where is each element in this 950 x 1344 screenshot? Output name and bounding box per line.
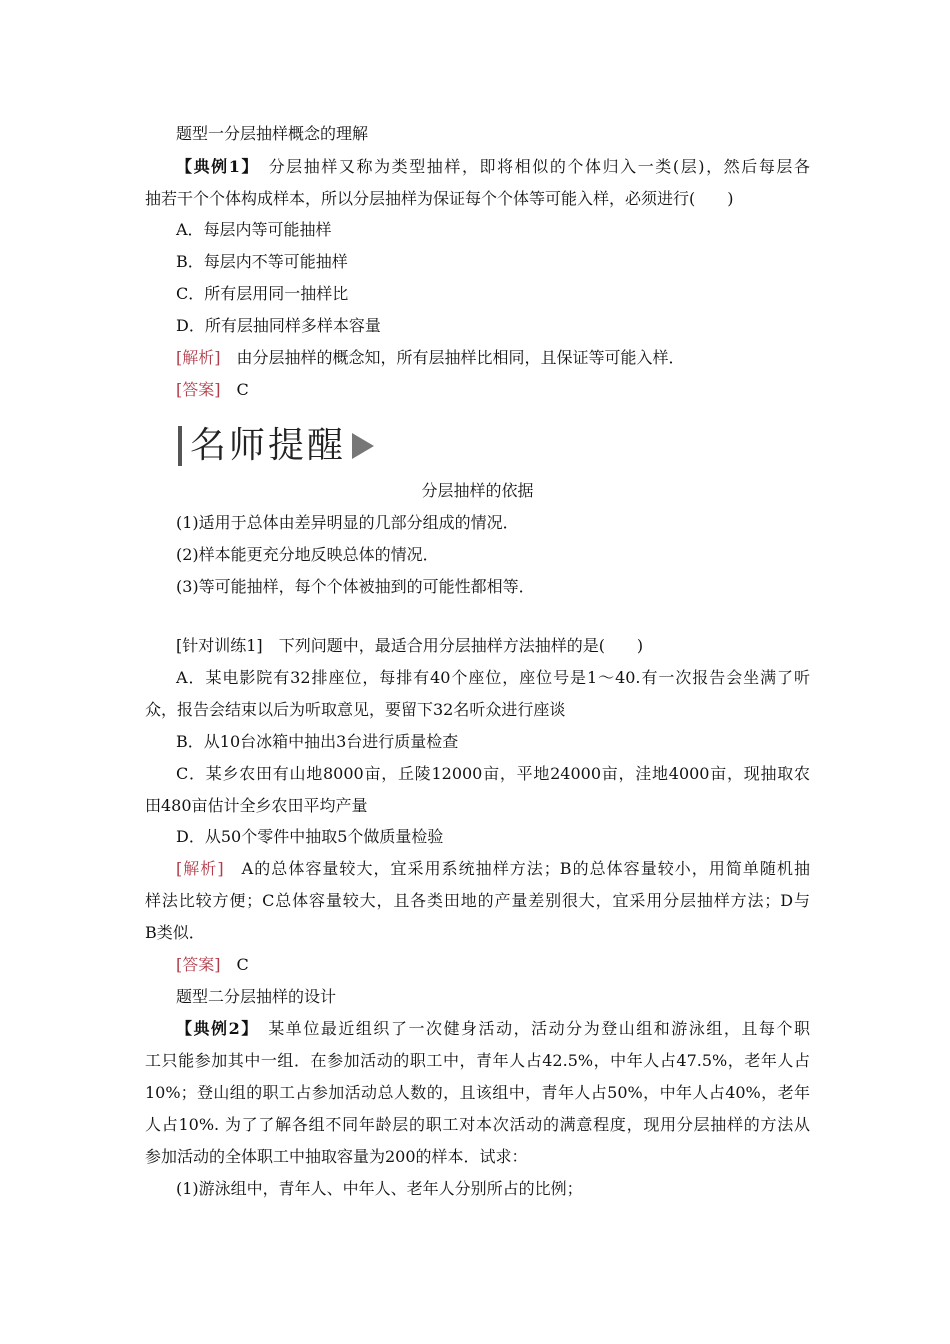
option-a: A．每层内等可能抽样: [176, 220, 332, 239]
example1-text1: 分层抽样又称为类型抽样，即将相似的个体归入一类(层)，然后每层各: [268, 157, 810, 176]
training-analysis-text1: A的总体容量较大，宜采用系统抽样方法；B的总体容量较小，用简单随机抽: [241, 859, 810, 878]
section2-heading: 题型二分层抽样的设计: [176, 987, 337, 1006]
training-option-c-line1: C．某乡农田有山地8000亩，丘陵12000亩，平地24000亩，洼地4000亩，现抽取农: [176, 764, 810, 783]
training-answer-label: [答案]: [176, 955, 221, 974]
option-d: D．所有层抽同样多样本容量: [176, 316, 381, 335]
answer1-text: C: [236, 380, 249, 399]
training-option-b: B．从10台冰箱中抽出3台进行质量检查: [176, 732, 459, 751]
option-c: C．所有层用同一抽样比: [176, 284, 349, 303]
example2-line2: 工只能参加其中一组．在参加活动的职工中，青年人占42.5%，中年人占47.5%，老年人占: [145, 1051, 810, 1070]
tips-item-1: (1)适用于总体由差异明显的几部分组成的情况．: [176, 513, 519, 532]
example2-text1: 某单位最近组织了一次健身活动，活动分为登山组和游泳组，且每个职: [268, 1019, 810, 1038]
answer1-label: [答案]: [176, 380, 221, 399]
tips-title: 分层抽样的依据: [421, 481, 534, 500]
training-analysis-line1: [176, 859, 810, 879]
example1-line1: [176, 157, 810, 177]
analysis1: [176, 348, 810, 368]
training-question: [176, 636, 810, 656]
option-b: B．每层内不等可能抽样: [176, 252, 348, 271]
training-option-c-line2: 田480亩估计全乡农田平均产量: [145, 796, 368, 815]
banner-bar: [178, 426, 182, 466]
training-label: [针对训练1]: [176, 636, 263, 655]
example2-line5: 参加活动的全体职工中抽取容量为200的样本．试求：: [145, 1147, 528, 1166]
example1-label: 【典例1】: [176, 157, 252, 176]
example2-label: 【典例2】: [176, 1019, 251, 1038]
training-option-a-line2: 众，报告会结束以后为听取意见，要留下32名听众进行座谈: [145, 700, 566, 719]
analysis1-text: 由分层抽样的概念知，所有层抽样比相同，且保证等可能入样．: [236, 348, 685, 367]
example2-line3: 10%；登山组的职工占参加活动总人数的，且该组中，青年人占50%，中年人占40%，老年: [145, 1083, 810, 1102]
example2-line1: [176, 1019, 810, 1039]
training-question-text: 下列问题中，最适合用分层抽样方法抽样的是( ): [278, 636, 644, 655]
training-analysis-label: [解析]: [176, 859, 224, 878]
banner-title: 名师提醒: [190, 425, 347, 466]
example2-line6: (1)游泳组中，青年人、中年人、老年人分别所占的比例；: [176, 1179, 583, 1198]
example1-line2: 抽若干个个体构成样本，所以分层抽样为保证每个个体等可能入样，必须进行( ): [145, 189, 734, 208]
training-analysis-line3: B类似．: [145, 923, 205, 942]
tips-item-2: (2)样本能更充分地反映总体的情况．: [176, 545, 439, 564]
training-answer-text: C: [236, 955, 249, 974]
training-analysis-line2: 样法比较方便；C总体容量较大，且各类田地的产量差别很大，宜采用分层抽样方法；D与: [145, 891, 810, 910]
tips-item-3: (3)等可能抽样，每个个体被抽到的可能性都相等．: [176, 577, 535, 596]
answer1: [176, 380, 810, 400]
tips-banner: [178, 424, 374, 468]
banner-arrow-icon: [352, 433, 374, 459]
training-option-a-line1: A．某电影院有32排座位，每排有40个座位，座位号是1～40.有一次报告会坐满了听: [176, 668, 810, 687]
section1-heading: 题型一分层抽样概念的理解: [176, 124, 369, 143]
analysis1-label: [解析]: [176, 348, 221, 367]
example2-line4: 人占10%. 为了了解各组不同年龄层的职工对本次活动的满意程度，现用分层抽样的方法从: [145, 1115, 810, 1134]
training-option-d: D．从50个零件中抽取5个做质量检验: [176, 827, 444, 846]
training-answer: [176, 955, 810, 975]
